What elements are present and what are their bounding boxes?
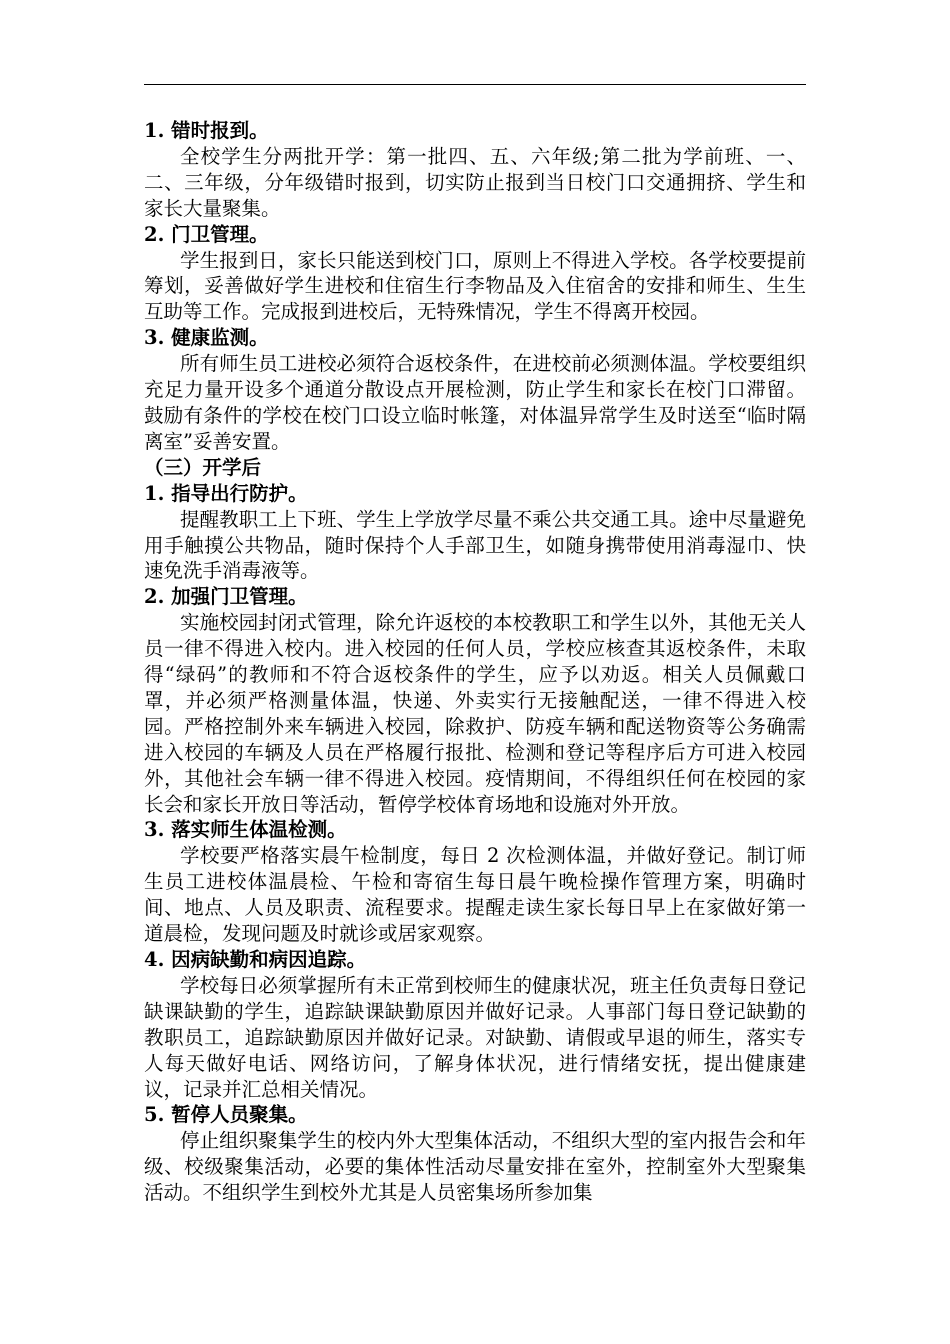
heading-gate-management: 2. 门卫管理。 bbox=[144, 222, 269, 246]
heading-staggered-registration: 1. 错时报到。 bbox=[144, 119, 269, 142]
heading-suspend-gatherings: 5. 暂停人员聚集。 bbox=[144, 1103, 308, 1127]
heading-absence-tracking: 4. 因病缺勤和病因追踪。 bbox=[144, 948, 367, 971]
paragraph-travel-protection: 提醒教职工上下班、学生上学放学尽量不乘公共交通工具。途中尽量避免用手触摸公共物品，随时保持个人手部卫生，如随身携带使用消毒湿巾、快速免洗手消毒液等。 bbox=[144, 507, 806, 583]
paragraph-suspend-gatherings: 停止组织聚集学生的校内外大型集体活动，不组织大型的室内报告会和年级、校级聚集活动，必要的集体性活动尽量安排在室外，控制室外大型聚集活动。不组织学生到校外尤其是人员密集场所参加集 bbox=[144, 1129, 806, 1205]
paragraph-gate-management: 学生报到日，家长只能送到校门口，原则上不得进入学校。各学校要提前筹划，妥善做好学生进校和住宿生行李物品及入住宿舍的安排和师生、生生互助等工作。完成报到进校后，无特殊情况，学生不得离开校园。 bbox=[144, 248, 806, 324]
paragraph-temperature-checks: 学校要严格落实晨午检制度，每日 2 次检测体温，并做好登记。制订师生员工进校体温晨检、午检和寄宿生每日晨午晚检操作管理方案，明确时间、地点、人员及职责、流程要求。提醒走读生家长每日早上在家做好第一道晨检，发现问题及时就诊或居家观察。 bbox=[144, 844, 806, 946]
paragraph-strengthen-gate-management: 实施校园封闭式管理，除允许返校的本校教职工和学生以外，其他无关人员一律不得进入校内。进入校园的任何人员，学校应核查其返校条件，未取得“绿码”的教师和不符合返校条件的学生，应予以劝返。相关人员佩戴口罩，并必须严格测量体温，快递、外卖实行无接触配送，一律不得进入校园。严格控制外来车辆进入校园，除救护、防疫车辆和配送物资等公务确需进入校园的车辆及人员在严格履行报批、检测和登记等程序后方可进入校园外，其他社会车辆一律不得进入校园。疫情期间，不得组织任何在校园的家长会和家长开放日等活动，暂停学校体育场地和设施对外开放。 bbox=[144, 611, 806, 816]
paragraph-health-monitoring: 所有师生员工进校必须符合返校条件，在进校前必须测体温。学校要组织充足力量开设多个通道分散设点开展检测，防止学生和家长在校门口滞留。鼓励有条件的学校在校门口设立临时帐篷，对体温异常学生及时送至“临时隔离室”妥善安置。 bbox=[144, 352, 806, 453]
heading-temperature-checks: 3. 落实师生体温检测。 bbox=[144, 818, 347, 842]
paragraph-staggered-registration: 全校学生分两批开学：第一批四、五、六年级;第二批为学前班、一、二、三年级，分年级错时报到，切实防止报到当日校门口交通拥挤、学生和家长大量聚集。 bbox=[144, 144, 806, 220]
header-rule bbox=[144, 84, 806, 85]
heading-health-monitoring: 3. 健康监测。 bbox=[144, 326, 269, 350]
paragraph-absence-tracking: 学校每日必须掌握所有未正常到校师生的健康状况，班主任负责每日登记缺课缺勤的学生，追踪缺课缺勤原因并做好记录。人事部门每日登记缺勤的教职员工，追踪缺勤原因并做好记录。对缺勤、请假或早退的师生，落实专人每天做好电话、网络访问，了解身体状况，进行情绪安抚，提出健康建议，记录并汇总相关情况。 bbox=[144, 973, 806, 1101]
section-heading-after-school-start: （三）开学后 bbox=[144, 455, 262, 479]
heading-strengthen-gate-management: 2. 加强门卫管理。 bbox=[144, 585, 308, 609]
heading-travel-protection: 1. 指导出行防护。 bbox=[144, 481, 308, 505]
document-body bbox=[144, 118, 806, 1206]
